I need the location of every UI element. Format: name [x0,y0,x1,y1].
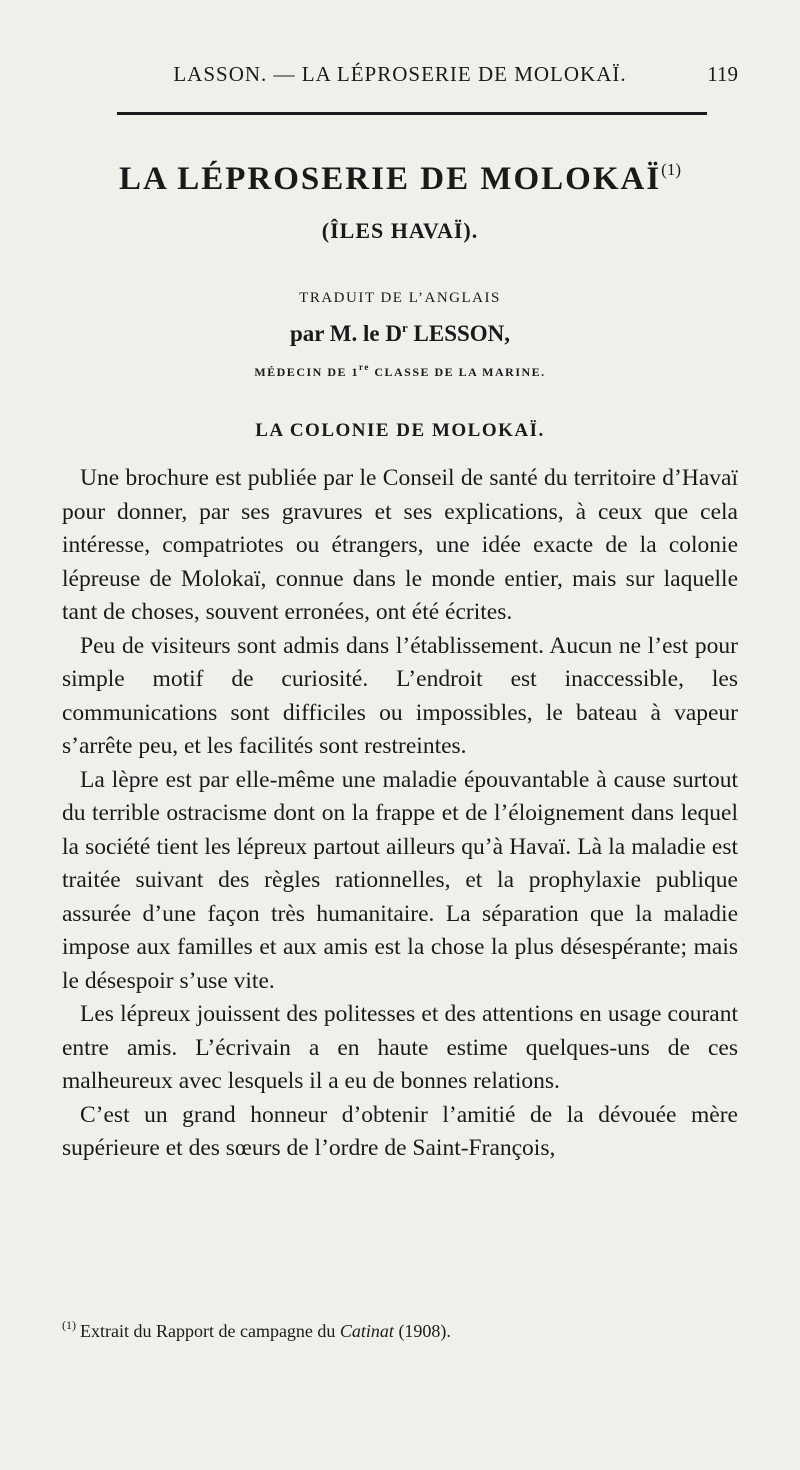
header-rule [117,112,707,115]
author-rank [0,362,800,380]
footnote-text: Extrait du Rapport de campagne du [80,1321,340,1341]
paragraph: La lèpre est par elle-même une maladie épouvantable à cause surtout du terrible ostracisme dont on la frappe et de l’éloignement dans lequel la société tient les lépreux partout ailleurs qu’à Havaï. Là la maladie est traitée suivant des règles rationnelles, et la prophylaxie publique assurée d’une façon très humanitaire. La séparation que la maladie impose aux familles et aux amis est la chose la plus désespérante; mais le désespoir s’use vite. [62,766,738,994]
paragraph: Peu de visiteurs sont admis dans l’établissement. Aucun ne l’est pour simple motif de curiosité. L’endroit est inaccessible, les communications sont difficiles ou impossibles, le bateau à vapeur s’arrête peu, et les facilités sont restreintes. [62,632,738,759]
paragraph: Les lépreux jouissent des politesses et des attentions en usage courant entre amis. L’écrivain a en haute estime quelques-uns de ces malheureux avec lesquels il a eu de bonnes relations. [62,1001,738,1094]
title-footnote-marker: (1) [661,160,681,179]
rank-sup: re [358,362,370,372]
footnote [62,1318,738,1342]
paragraph: C’est un grand honneur d’obtenir l’amitié de la dévouée mère supérieure et des sœurs de l’ordre de Saint-François, [62,1101,738,1161]
author-sup: r [401,320,408,335]
translation-note: TRADUIT DE L’ANGLAIS [299,290,501,306]
rank-prefix: MÉDECIN DE 1 [254,365,359,379]
body-text [62,462,738,1166]
author-line [0,320,800,347]
footnote-ship-name: Catinat [339,1321,394,1341]
article-title [0,160,800,198]
paragraph: Une brochure est publiée par le Conseil de santé du territoire d’Havaï pour donner, par ses gravures et ses explications, à ceux que cela intéresse, compatriotes ou étrangers, une idée exacte de la colonie lépreuse de Molokaï, connue dans le monde entier, mais sur laquelle tant de choses, souvent erronées, ont été écrites. [62,465,738,625]
section-heading: LA COLONIE DE MOLOKAÏ. [255,420,545,441]
footnote-year: (1908). [393,1321,451,1341]
running-head [0,62,800,92]
author-name: LESSON, [407,321,511,346]
page-number: 119 [707,62,738,86]
author-prefix: par M. le D [289,321,402,346]
running-title: LASSON. — LA LÉPROSERIE DE MOLOKAÏ. [173,62,627,86]
article-title-text: LA LÉPROSERIE DE MOLOKAÏ [118,161,662,197]
footnote-marker: (1) [62,1318,76,1332]
article-subtitle: (ÎLES HAVAÏ). [321,218,479,243]
rank-suffix: CLASSE DE LA MARINE. [369,365,546,379]
